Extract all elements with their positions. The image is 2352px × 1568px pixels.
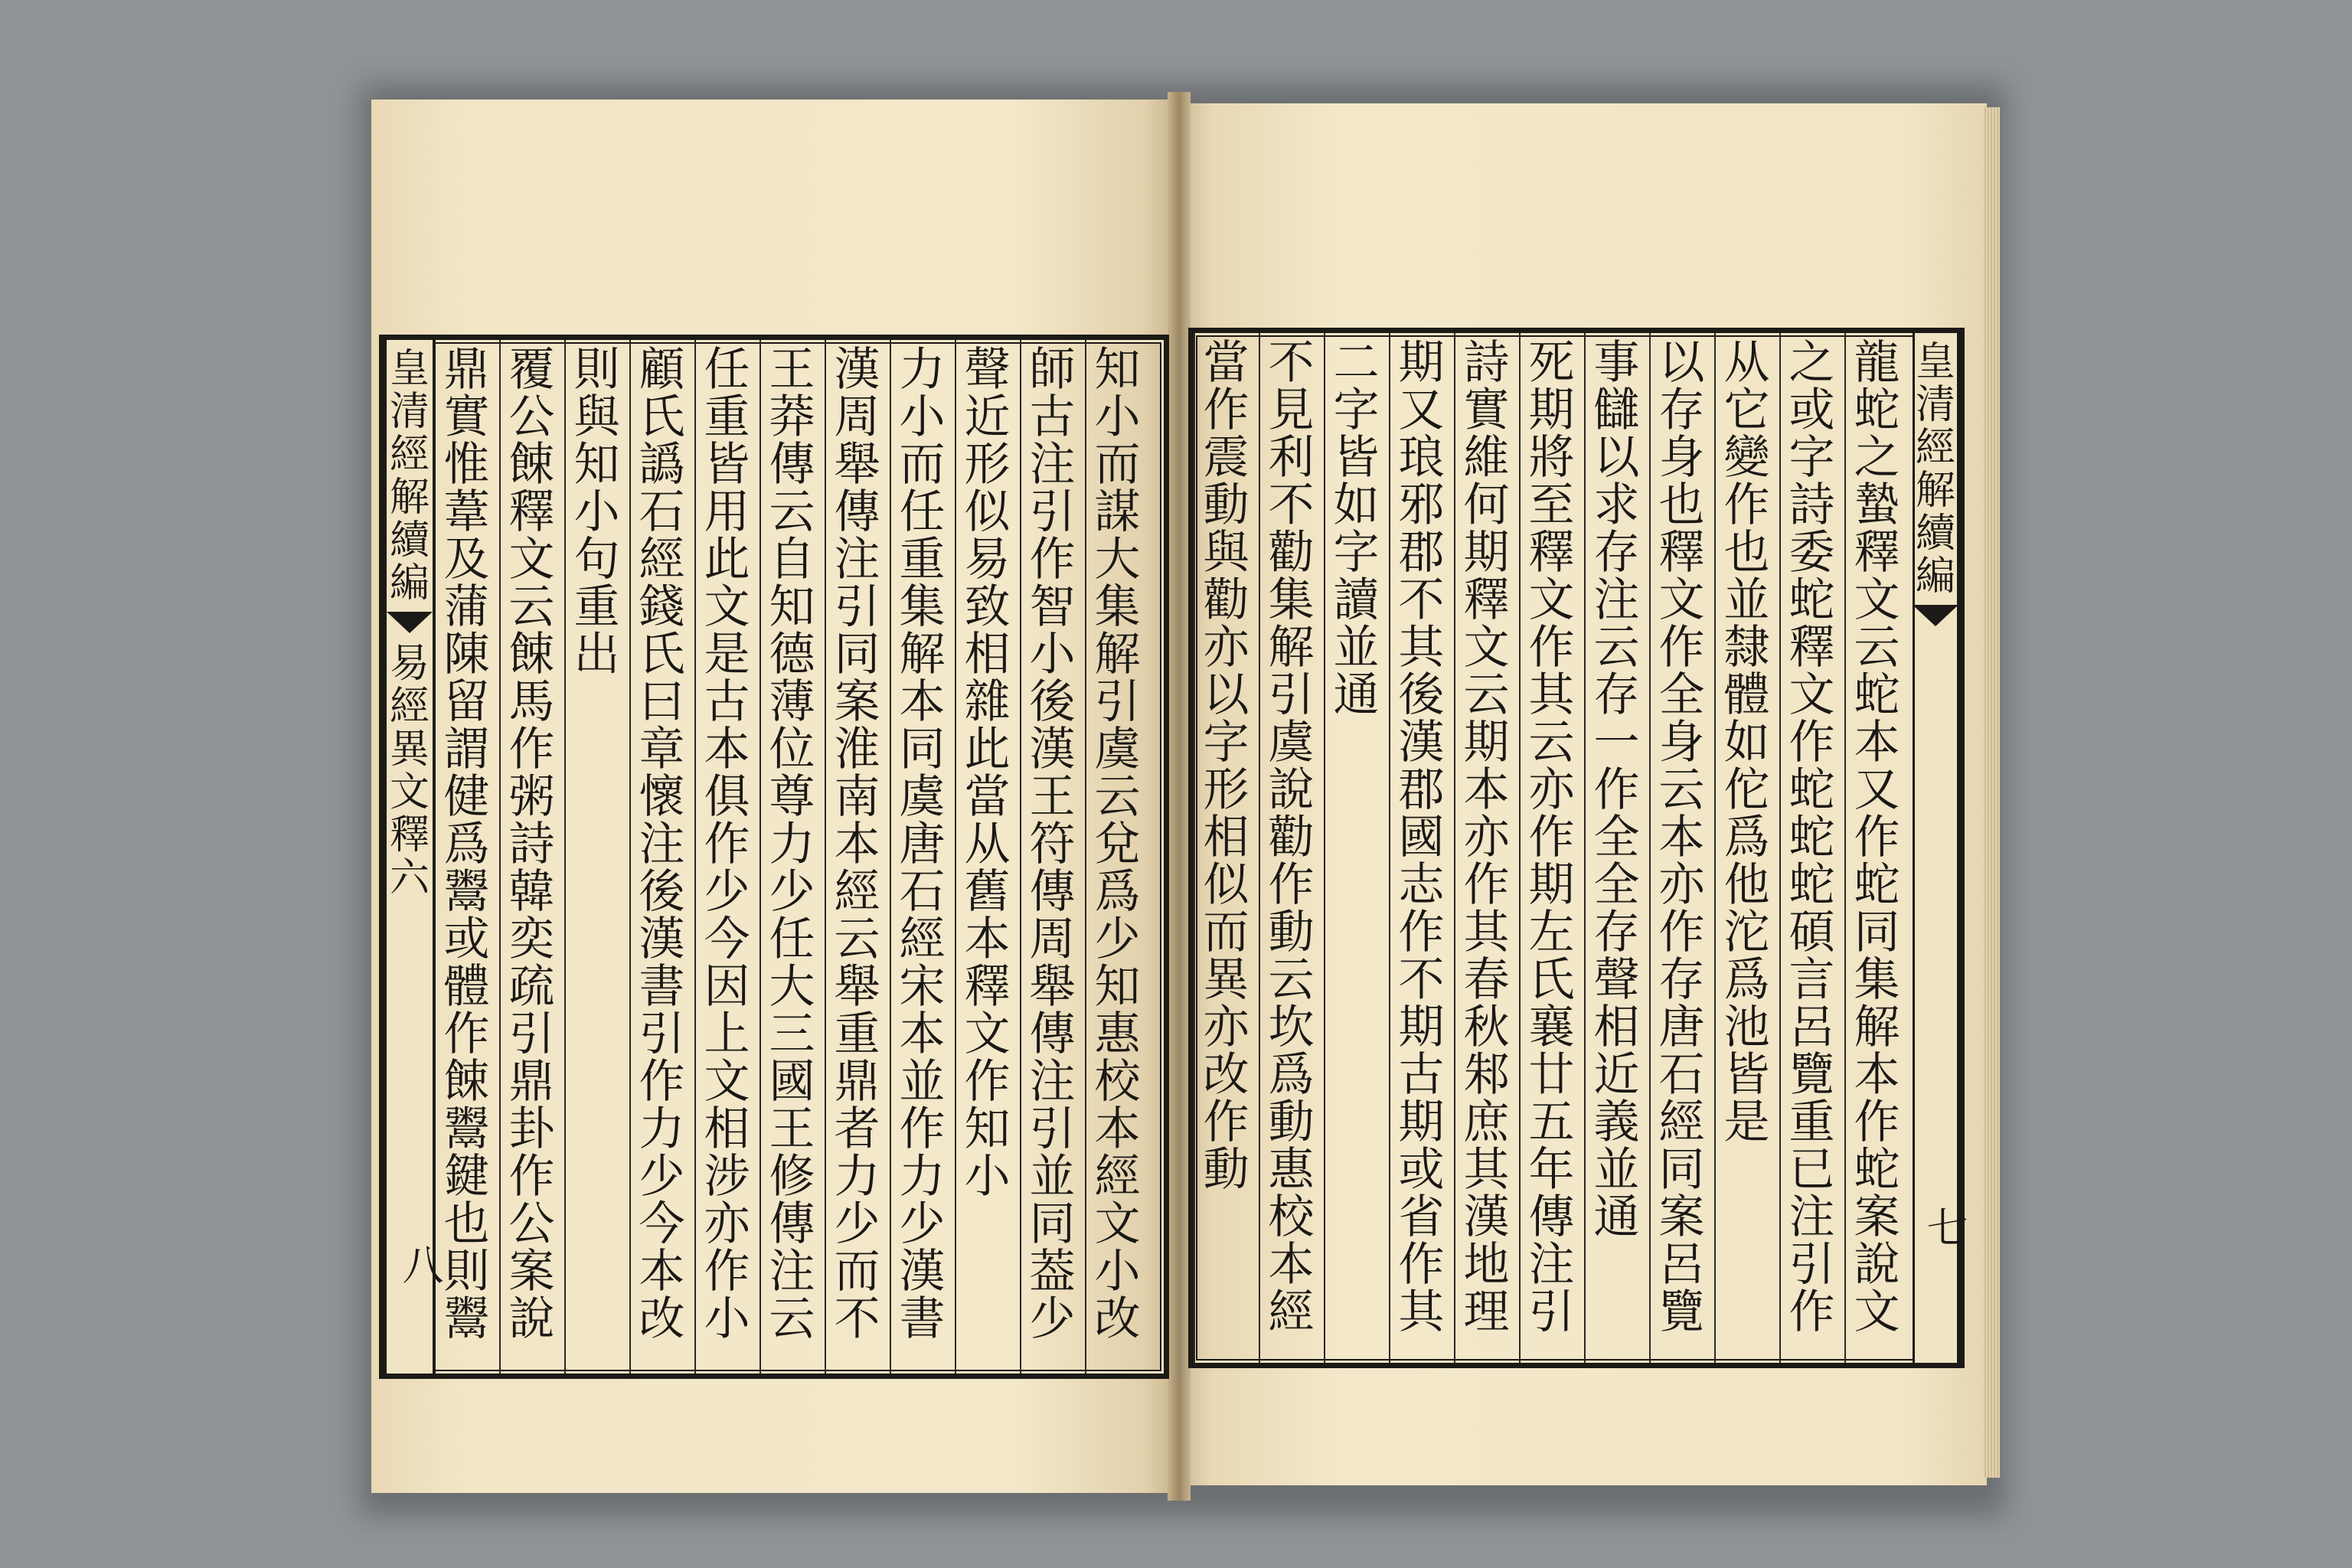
- text-column: 知 小 而 謀 大 集 解 引 虞 云 兌 爲 少 知 惠 校 本 經 文 小 改: [1094, 343, 1141, 1346]
- column-rule: [1519, 333, 1521, 1363]
- column-rule: [1584, 333, 1586, 1363]
- text-column: 聲 近 形 似 易 致 相 雜 此 當 从 舊 本 釋 文 作 知 小: [964, 343, 1011, 1204]
- text-column: 顧 氏 譌 石 經 錢 氏 曰 章 懷 注 後 漢 書 引 作 力 少 今 本 改: [639, 343, 685, 1346]
- text-column: 以 存 身 也 釋 文 作 全 身 云 本 亦 作 存 唐 石 經 同 案 呂 覽: [1658, 336, 1705, 1339]
- column-rule: [629, 340, 631, 1374]
- spine-section: 易 經 異 文 釋 六: [389, 641, 430, 901]
- text-column: 力 小 而 任 重 集 解 本 同 虞 唐 石 經 宋 本 並 作 力 少 漢 書: [899, 343, 946, 1346]
- book-gutter: [1168, 92, 1191, 1501]
- text-column: 師 古 注 引 作 智 小 後 漢 王 符 傳 周 舉 傳 注 引 並 同 葢 少: [1029, 343, 1076, 1346]
- column-rule: [1324, 333, 1325, 1363]
- right-spine: [1913, 333, 1968, 1363]
- text-column: 鼎 實 惟 葦 及 蒲 陳 留 謂 健 爲 鬻 或 體 作 餗 鬻 鍵 也 則 鬻: [443, 343, 490, 1346]
- spine-title: 皇 清 經 解 續 編: [1915, 339, 1955, 599]
- column-rule: [1454, 333, 1455, 1363]
- column-rule: [955, 340, 956, 1374]
- column-rule: [1259, 333, 1260, 1363]
- text-column: 當 作 震 動 與 勸 亦 以 字 形 相 似 而 異 亦 改 作 動: [1203, 336, 1250, 1197]
- text-column: 从 它 變 作 也 並 隸 體 如 佗 爲 他 沱 爲 池 皆 是: [1723, 336, 1770, 1149]
- column-rule: [825, 340, 826, 1374]
- column-rule: [1844, 333, 1846, 1363]
- column-rule: [1389, 333, 1390, 1363]
- text-column: 二 字 皆 如 字 讀 並 通: [1333, 336, 1380, 722]
- text-column: 則 與 知 小 句 重 出: [573, 343, 620, 681]
- text-column: 不 見 利 不 勸 集 解 引 虞 說 勸 作 動 云 坎 爲 動 惠 校 本 經: [1268, 336, 1315, 1339]
- left-text-frame: [379, 335, 1169, 1379]
- column-rule: [1194, 333, 1195, 1363]
- text-column: 死 期 將 至 釋 文 作 其 云 亦 作 期 左 氏 襄 廿 五 年 傳 注 引: [1528, 336, 1575, 1339]
- column-rule: [1714, 333, 1716, 1363]
- text-column: 詩 實 維 何 期 釋 文 云 期 本 亦 作 其 春 秋 邾 庶 其 漢 地 理: [1463, 336, 1510, 1339]
- text-column: 之 或 字 詩 委 蛇 釋 文 作 蛇 蛇 蛇 碩 言 呂 覽 重 已 注 引 作: [1788, 336, 1835, 1339]
- column-rule: [1020, 340, 1021, 1374]
- text-column: 任 重 皆 用 此 文 是 古 本 俱 作 少 今 因 上 文 相 涉 亦 作 小: [704, 343, 750, 1346]
- column-rule: [1779, 333, 1781, 1363]
- text-column: 王 莽 傳 云 自 知 德 薄 位 尊 力 少 任 大 三 國 王 修 傳 注 云: [769, 343, 815, 1346]
- right-text-frame: [1188, 328, 1968, 1368]
- column-rule: [1649, 333, 1651, 1363]
- left-spine: [384, 340, 444, 1374]
- fish-tail-mark: [387, 612, 433, 633]
- spine-title: 皇 清 經 解 續 編: [389, 346, 430, 606]
- page-number: 八: [396, 1243, 444, 1285]
- column-rule: [564, 340, 566, 1374]
- page-number: 七: [1920, 1206, 1968, 1247]
- column-rule: [499, 340, 501, 1374]
- column-rule: [1085, 340, 1086, 1374]
- text-column: 漢 周 舉 傳 注 引 同 案 淮 南 本 經 云 舉 重 鼎 者 力 少 而 不: [834, 343, 880, 1346]
- column-rule: [890, 340, 891, 1374]
- text-column: 事 讎 以 求 存 注 云 存 一 作 全 全 存 聲 相 近 義 並 通: [1593, 336, 1640, 1244]
- fish-tail-mark: [1913, 605, 1958, 626]
- column-rule: [694, 340, 696, 1374]
- text-column: 期 又 琅 邪 郡 不 其 後 漢 郡 國 志 作 不 期 古 期 或 省 作 其: [1398, 336, 1445, 1339]
- text-column: 龍 蛇 之 蟄 釋 文 云 蛇 本 又 作 蛇 同 集 解 本 作 蛇 案 說 文: [1854, 336, 1900, 1339]
- text-column: 覆 公 餗 釋 文 云 餗 馬 作 粥 詩 韓 奕 疏 引 鼎 卦 作 公 案 說: [508, 343, 555, 1346]
- column-rule: [760, 340, 761, 1374]
- page-edges: [1983, 107, 2000, 1478]
